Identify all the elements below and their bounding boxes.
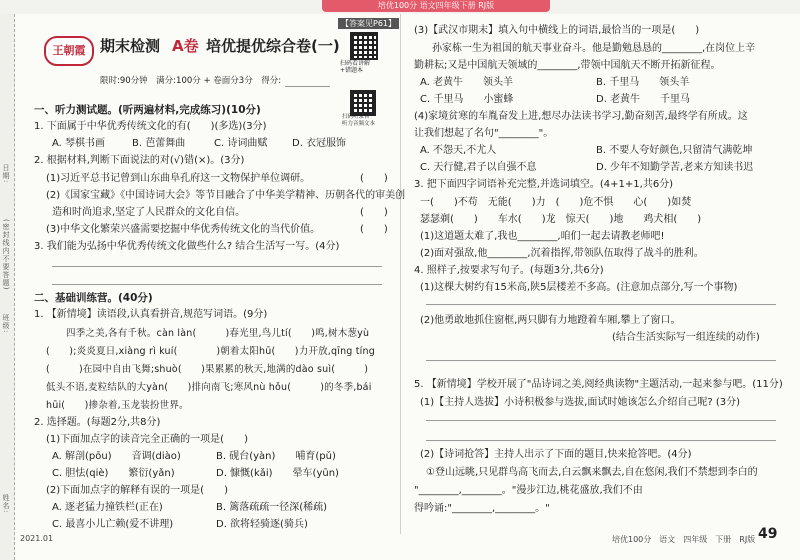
qr-code-icon[interactable] <box>350 32 378 60</box>
q5-1-option-b[interactable]: B. 砚台(yàn) 哺育(pǔ) <box>216 451 336 462</box>
rewrite-2: (2)他勇敢地抓住窗框,两只脚有力地蹬着车厢,攀上了窗口。 <box>420 315 681 326</box>
question-4: 1. 【新情境】读语段,认真看拼音,规范写词语。(9分) <box>34 309 268 320</box>
q6-option-a[interactable]: A. 老黄牛 领头羊 <box>420 77 514 88</box>
q6-option-b[interactable]: B. 千里马 领头羊 <box>596 77 690 88</box>
question-rewrite: 4. 照样子,按要求写句子。(每题3分,共6分) <box>414 265 604 276</box>
footer-series: 培优100分 语文 四年级 下册 RJ版 <box>612 535 756 544</box>
activity-1: (1)【主持人选拔】小诗积极参与选拔,面试时她该怎么介绍自己呢? (3分) <box>420 397 740 408</box>
listening-qr-icon[interactable] <box>350 90 376 116</box>
q7-cont: 让我们想起了名句"________"。 <box>414 128 554 139</box>
question-3: 3. 我们能为弘扬中华优秀传统文化做些什么? 结合生活写一写。(4分) <box>34 241 340 252</box>
publisher-logo: 王朝霞 <box>44 36 94 66</box>
rewrite-1-line[interactable] <box>426 304 776 305</box>
answer-reference: 【答案见P61】 <box>338 18 399 29</box>
column-divider <box>400 14 401 534</box>
exam-label: 期末检测 <box>100 37 161 55</box>
rewrite-2-hint: (结合生活实际写一组连续的动作) <box>612 332 760 343</box>
margin-label-date: 日期: <box>2 164 10 184</box>
score-blank <box>285 86 330 87</box>
q5-1: (1)下面加点字的读音完全正确的一项是( ) <box>46 434 248 445</box>
page-number: 49 <box>758 526 778 542</box>
passage-line-3: ( )在园中自由飞舞;shuò( )果累累的秋天,地满的dào suì( ) <box>46 364 369 375</box>
q5-1-option-a[interactable]: A. 解剖(pōu) 音调(diào) <box>52 451 181 462</box>
margin-label-class: 班级: <box>2 314 10 334</box>
q2-item-2-cont: 造和时尚追求,坚定了人民群众的文化自信。 <box>52 207 246 218</box>
question-2: 2. 根据材料,判断下面说法的对(√)错(×)。(3分) <box>34 155 245 166</box>
passage-line-4: 低头不语,麦粒结队的大yàn( )排向南飞;寒风nù hǒu( )的冬季,bái <box>46 382 372 393</box>
header-strip: 培优100分 语文四年级下册 RJ版 <box>322 0 550 12</box>
passage-line-5: hūi( )掺杂着,玉龙装扮世界。 <box>46 400 189 411</box>
q7: (4)家境贫寒的车胤奋发上进,想尽办法读书学习,勤奋刻苦,最终学有所成。这 <box>414 111 748 122</box>
footer-left: 2021.01 <box>20 534 54 543</box>
q6-text-1: 孙家栋一生为祖国的航天事业奋斗。他是勤勉恳恳的________,在岗位上辛 <box>432 43 756 54</box>
q1-option-a[interactable]: A. 琴棋书画 <box>52 138 106 149</box>
q1-option-c[interactable]: C. 诗词曲赋 <box>214 138 268 149</box>
qr-caption-listen: 扫码听录音 听力音频文本 <box>342 114 376 127</box>
activity-2: (2)【诗词抢答】主持人出示了下面的题目,快来抢答吧。(4分) <box>420 449 692 460</box>
idiom-sentence-2: (2)面对强敌,他________,沉着指挥,带领队伍取得了战斗的胜利。 <box>420 248 704 259</box>
rewrite-2-line[interactable] <box>426 360 776 361</box>
exam-title: 培优提优综合卷(一) <box>206 37 340 55</box>
section-basics: 二、基础训练营。(40分) <box>34 292 153 304</box>
rewrite-1: (1)这棵大树约有15米高,陕5层楼差不多高。(注意加点部分,写一个事物) <box>420 282 738 293</box>
section-listening: 一、听力测试题。(听两遍材料,完成练习)(10分) <box>34 104 261 116</box>
question-5: 2. 选择题。(每题2分,共8分) <box>34 417 161 428</box>
passage-line-2: ( );炎炎夏日,xiàng rì kuí( )朝着太阳hū( )力开放,qīng tíng <box>46 346 375 357</box>
idiom-row-2: 瑟瑟剃( ) 车水( )龙 惊天( )地 鸡犬相( ) <box>420 214 702 225</box>
question-idioms: 3. 把下面四字词语补充完整,并选词填空。(4+1+1,共6分) <box>414 179 674 190</box>
q2-item-2: (2)《国家宝藏》《中国诗词大会》等节目融合了中华美学精神、历朝各代的审美创 <box>46 190 406 201</box>
q6: (3)【武汉市期末】填入句中横线上的词语,最恰当的一项是( ) <box>414 25 700 36</box>
q2-answer-3[interactable]: ( ) <box>360 224 388 235</box>
volume-label: A卷 <box>172 37 199 55</box>
q7-option-b[interactable]: B. 不要人夸好颜色,只留清气满乾坤 <box>596 145 753 156</box>
q7-option-d[interactable]: D. 少年不知勤学苦,老来方知读书迟 <box>596 162 754 173</box>
q2-answer-1[interactable]: ( ) <box>360 173 388 184</box>
q5-2-option-c[interactable]: C. 最喜小儿亡赖(爱不讲理) <box>52 519 174 530</box>
q7-option-c[interactable]: C. 天行健,君子以自强不息 <box>420 162 537 173</box>
q7-option-a[interactable]: A. 不怨天,不尤人 <box>420 145 497 156</box>
q1-option-d[interactable]: D. 衣冠服饰 <box>292 138 347 149</box>
q6-text-2: 勤耕耘;又是中国航天领域的________,带领中国航天不断开拓新征程。 <box>414 60 721 71</box>
q5-1-option-c[interactable]: C. 胆怯(qiè) 繁衍(yǎn) <box>52 468 175 479</box>
idiom-row-1: 一( )不苟 无能( )力 ( )危不惧 心( )如焚 <box>420 197 692 208</box>
passage-line-1: 四季之美,各有千秋。càn làn( )春光里,鸟儿tí( )鸣,树木葱yù <box>66 328 370 339</box>
activity-2-b: "________,________。"漫步江边,桃花盛放,我们不由 <box>414 485 643 496</box>
margin-label-name: 姓名: <box>2 494 10 514</box>
qr-caption-top: 扫码看讲解 +错题本 <box>340 60 371 74</box>
q5-2-option-d[interactable]: D. 欲将轻骑逐(骑兵) <box>216 519 308 530</box>
question-activity: 5. 【新情境】学校开展了"品诗词之美,阅经典读物"主题活动,一起来参与吧。(11分) <box>414 379 783 390</box>
q5-2: (2)下面加点字的解释有误的一项是( ) <box>46 485 228 496</box>
q2-item-3: (3)中华文化繁荣兴盛需要挖掘中华优秀传统文化的当代价值。 <box>46 224 321 235</box>
q6-option-c[interactable]: C. 千里马 小蜜蜂 <box>420 94 514 105</box>
q2-answer-2[interactable]: ( ) <box>360 207 388 218</box>
q5-2-option-a[interactable]: A. 逐老猛力撞铁栏(正在) <box>52 502 163 513</box>
activity-1-line-2[interactable] <box>426 440 776 441</box>
q5-1-option-d[interactable]: D. 慷慨(kǎi) 晕车(yūn) <box>216 468 339 479</box>
q5-2-option-b[interactable]: B. 篱落疏疏一径深(稀疏) <box>216 502 328 513</box>
q6-option-d[interactable]: D. 老黄牛 千里马 <box>596 94 691 105</box>
activity-1-line-1[interactable] <box>426 420 776 421</box>
q3-writing-line-2[interactable] <box>52 284 382 285</box>
q2-item-1: (1)习近平总书记曾到山东曲阜孔府这一文物保护单位调研。 <box>46 173 311 184</box>
question-1: 1. 下面属于中华优秀传统文化的有( )(多选)(3分) <box>34 121 267 132</box>
q3-writing-line-1[interactable] <box>52 266 382 267</box>
binding-margin <box>0 14 15 560</box>
margin-label-sealed: (密封线内不要答题) <box>2 219 10 291</box>
activity-2-a: ①登山远眺,只见群鸟高飞而去,白云飘来飘去,自在悠闲,我们不禁想到李白的 <box>426 467 758 478</box>
time-score-line: 限时:90分钟 满分:100分 + 卷面分3分 得分: <box>100 76 282 86</box>
q1-option-b[interactable]: B. 芭蕾舞曲 <box>132 138 186 149</box>
activity-2-c: 得吟诵:"________,________。" <box>414 503 550 514</box>
idiom-sentence-1: (1)这道题太难了,我也________,咱们一起去请教老师吧! <box>420 231 665 242</box>
